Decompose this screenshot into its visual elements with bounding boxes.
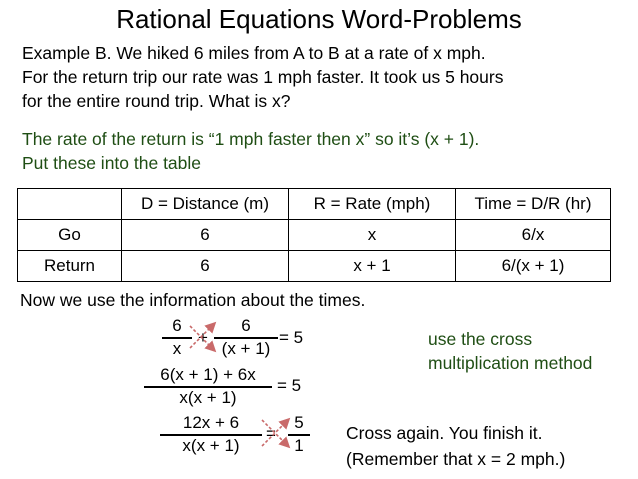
table-header-cell: D = Distance (m) [122, 189, 289, 220]
arrow-2 [190, 326, 214, 350]
eq3-denominator-2: 1 [294, 436, 304, 455]
table-header-cell: Time = D/R (hr) [456, 189, 611, 220]
problem-line-1: Example B. We hiked 6 miles from A to B at a rate of x mph. [22, 43, 486, 63]
table-cell: x [289, 220, 456, 251]
table-header-cell: R = Rate (mph) [289, 189, 456, 220]
note-cross-line-1: use the cross [428, 329, 533, 349]
table-cell: 6 [122, 251, 289, 282]
table-cell: x + 1 [289, 251, 456, 282]
eq1-plus: + [198, 328, 208, 347]
problem-line-3: for the entire round trip. What is x? [22, 91, 291, 111]
explain-line-2: Put these into the table [22, 153, 202, 173]
eq3-denominator: x(x + 1) [182, 436, 240, 455]
eq3-equals: = [266, 424, 276, 443]
eq1-denominator-2: (x + 1) [221, 339, 271, 358]
eq2-numerator: 6(x + 1) + 6x [160, 365, 256, 384]
table-cell: 6 [122, 220, 289, 251]
problem-line-2: For the return trip our rate was 1 mph faster. It took us 5 hours [22, 67, 504, 87]
note-finish-line-2: (Remember that x = 2 mph.) [346, 449, 566, 469]
eq2-denominator: x(x + 1) [179, 388, 237, 407]
note-finish-line-1: Cross again. You finish it. [346, 423, 543, 443]
explain-line-1: The rate of the return is “1 mph faster then x” so it’s (x + 1). [22, 129, 480, 149]
eq1-rhs: = 5 [279, 328, 304, 347]
eq3-numerator: 12x + 6 [182, 413, 240, 432]
table-cell: Go [18, 220, 122, 251]
page-title: Rational Equations Word-Problems [116, 4, 522, 34]
times-intro: Now we use the information about the times. [20, 290, 366, 310]
eq2-rhs: = 5 [277, 376, 302, 395]
note-cross-line-2: multiplication method [428, 353, 593, 373]
arrow-1 [190, 324, 214, 348]
table-cell: 6/x [456, 220, 611, 251]
eq1-numerator-2: 6 [241, 316, 251, 335]
eq3-numerator-2: 5 [294, 413, 304, 432]
table-cell: Return [18, 251, 122, 282]
eq1-numerator-1: 6 [172, 316, 182, 335]
eq1-denominator-1: x [172, 339, 182, 358]
table-cell: 6/(x + 1) [456, 251, 611, 282]
